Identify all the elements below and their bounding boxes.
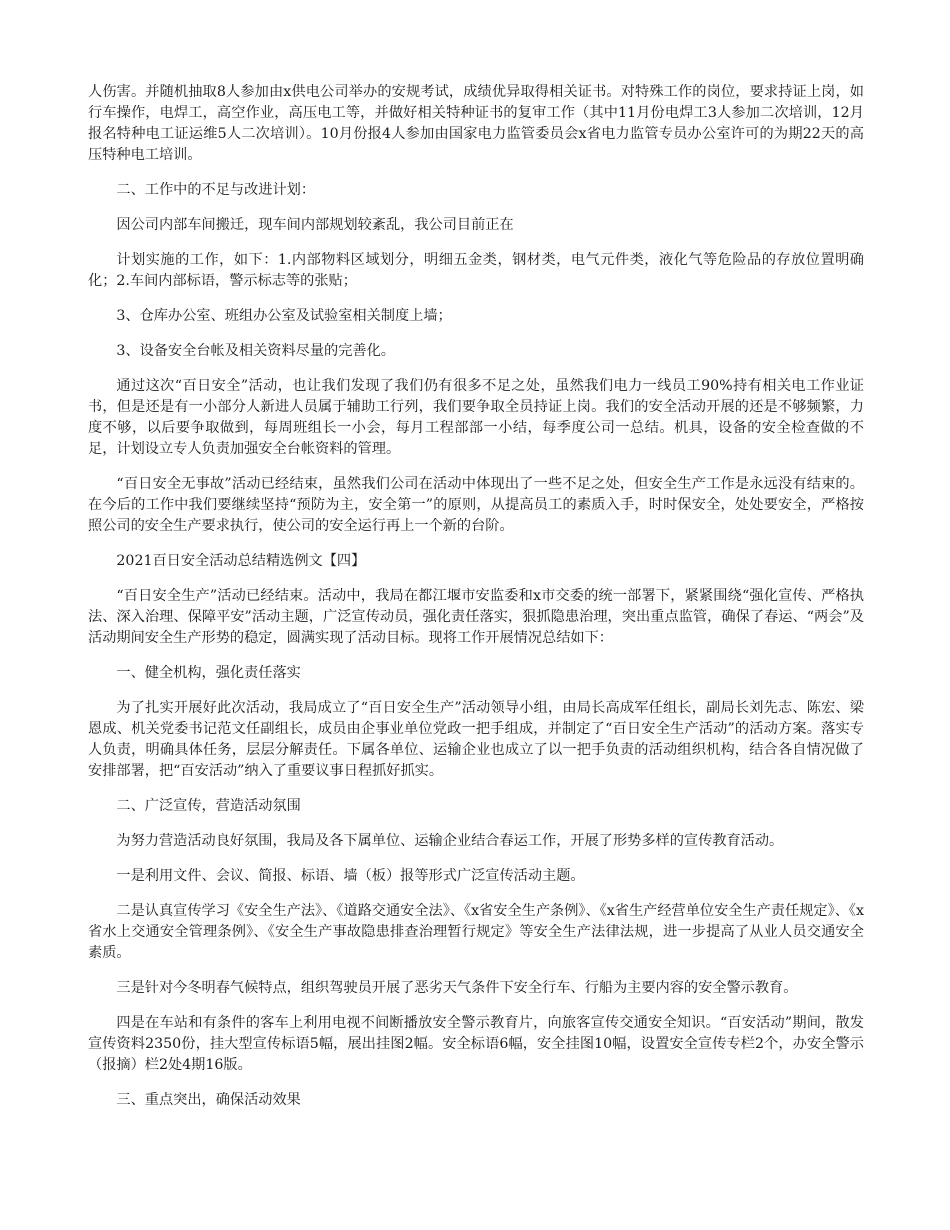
section-heading: 三、重点突出，确保活动效果 xyxy=(116,1092,301,1108)
list-item: 3、设备安全台帐及相关资料尽量的完善化。 xyxy=(116,343,395,359)
section-heading: 二、广泛宣传，营造活动氛围 xyxy=(116,798,301,814)
document-page xyxy=(88,82,864,1125)
paragraph: 通过这次“百日安全”活动，也让我们发现了我们仍有很多不足之处，虽然我们电力一线员工90%持有相关电工作业证书，但是还是有一小部分人新进人员属于辅助工行列，我们要争取全员持证上岗。我们的安全活动开展的还是不够频繁，力度不够，以后要争取做到，每周班组长一小会，每月工程部部一小结，每季度公司一总结。机具，设备的安全检查做的不足，计划设立专人负责加强安全台帐资料的管理。 xyxy=(88,378,864,457)
paragraph: 四是在车站和有条件的客车上利用电视不间断播放安全警示教育片，向旅客宣传交通安全知识。“百安活动”期间，散发宣传资料2350份，挂大型宣传标语5幅，展出挂图2幅。安全标语6幅，安全挂图10幅，设置安全宣传专栏2个，办安全警示（报摘）栏2处4期16版。 xyxy=(88,1015,864,1073)
list-item: 3、仓库办公室、班组办公室及试验室相关制度上墙； xyxy=(116,308,452,324)
paragraph: 计划实施的工作，如下：1.内部物料区域划分，明细五金类，钢材类，电气元件类，液化气等危险品的存放位置明确化；2.车间内部标语，警示标志等的张贴； xyxy=(88,252,864,289)
paragraph: 一是利用文件、会议、简报、标语、墙（板）报等形式广泛宣传活动主题。 xyxy=(116,868,585,884)
paragraph: 人伤害。并随机抽取8人参加由x供电公司举办的安规考试，成绩优异取得相关证书。对特殊工作的岗位，要求持证上岗，如行车操作，电焊工，高空作业，高压电工等，并做好相关特种证书的复审工作（其中11月份电焊工3人参加二次培训，12月报名特种电工证运维5人二次培训）。10月份报4人参加由国家电力监管委员会x省电力监管专员办公室许可的为期22天的高压特种电工培训。 xyxy=(88,84,864,163)
paragraph: 因公司内部车间搬迁，现车间内部规划较紊乱，我公司目前正在 xyxy=(116,217,514,233)
section-heading: 二、工作中的不足与改进计划： xyxy=(116,182,316,198)
paragraph: 为努力营造活动良好氛围，我局及各下属单位、运输企业结合春运工作，开展了形势多样的宣传教育活动。 xyxy=(116,833,784,849)
article-title: 2021百日安全活动总结精选例文【四】 xyxy=(116,553,366,569)
section-heading: 一、健全机构，强化责任落实 xyxy=(116,665,301,681)
paragraph: “百日安全生产”活动已经结束。活动中，我局在都江堰市安监委和x市交委的统一部署下，紧紧围绕“强化宣传、严格执法、深入治理、保障平安”活动主题，广泛宣传动员，强化责任落实，狠抓隐患治理，突出重点监管，确保了春运、“两会”及活动期间安全生产形势的稳定，圆满实现了活动目标。现将工作开展情况总结如下： xyxy=(88,588,864,646)
paragraph: 为了扎实开展好此次活动，我局成立了“百日安全生产”活动领导小组，由局长高成军任组长，副局长刘先志、陈宏、梁恩成、机关党委书记范文任副组长，成员由企事业单位党政一把手组成，并制定了“百日安全生产活动”的活动方案。落实专人负责，明确具体任务，层层分解责任。下属各单位、运输企业也成立了以一把手负责的活动组织机构，结合各自情况做了安排部署，把“百安活动”纳入了重要议事日程抓好抓实。 xyxy=(88,700,864,779)
paragraph: 三是针对今冬明春气候特点，组织驾驶员开展了恶劣天气条件下安全行车、行船为主要内容的安全警示教育。 xyxy=(116,980,798,996)
paragraph: 二是认真宣传学习《安全生产法》、《道路交通安全法》、《x省安全生产条例》、《x省生产经营单位安全生产责任规定》、《x省水上交通安全管理条例》、《安全生产事故隐患排查治理暂行规定》等安全生产法律法规，进一步提高了从业人员交通安全素质。 xyxy=(88,903,864,961)
paragraph: “百日安全无事故”活动已经结束，虽然我们公司在活动中体现出了一些不足之处，但安全生产工作是永远没有结束的。在今后的工作中我们要继续坚持“预防为主，安全第一”的原则，从提高员工的素质入手，时时保安全，处处要安全，严格按照公司的安全生产要求执行，使公司的安全运行再上一个新的台阶。 xyxy=(88,476,864,534)
